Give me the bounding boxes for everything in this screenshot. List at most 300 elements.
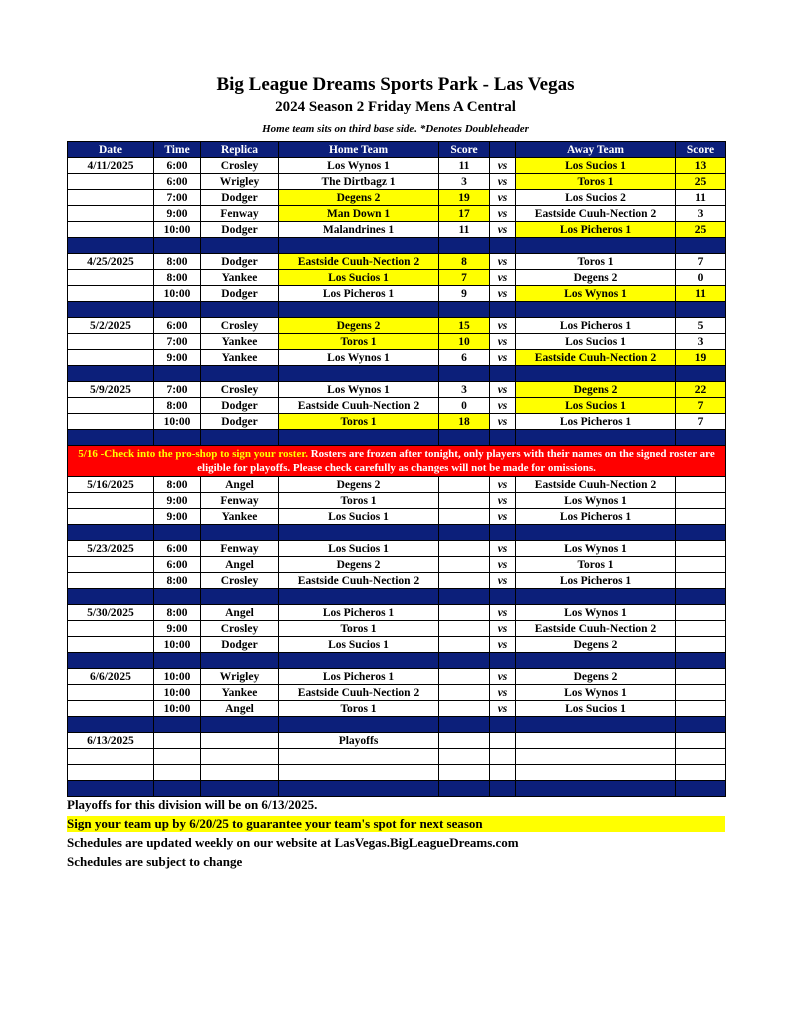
date-cell bbox=[68, 685, 154, 701]
separator-cell bbox=[490, 430, 516, 446]
away-team-cell: Los Picheros 1 bbox=[516, 414, 676, 430]
vs-cell: vs bbox=[490, 605, 516, 621]
schedule-body bbox=[68, 158, 726, 797]
table-row bbox=[68, 222, 726, 238]
replica-cell: Crosley bbox=[201, 158, 279, 174]
date-cell bbox=[68, 637, 154, 653]
table-row bbox=[68, 733, 726, 749]
separator-cell bbox=[439, 430, 490, 446]
date-cell bbox=[68, 222, 154, 238]
table-row bbox=[68, 669, 726, 685]
replica-cell: Wrigley bbox=[201, 174, 279, 190]
away-score-cell: 25 bbox=[676, 174, 726, 190]
time-cell: 7:00 bbox=[154, 190, 201, 206]
time-cell: 9:00 bbox=[154, 621, 201, 637]
vs-cell: vs bbox=[490, 190, 516, 206]
separator-cell bbox=[154, 781, 201, 797]
separator-cell bbox=[439, 302, 490, 318]
separator-cell bbox=[439, 366, 490, 382]
away-score-cell: 22 bbox=[676, 382, 726, 398]
away-score-cell bbox=[676, 477, 726, 493]
away-team-cell: Los Wynos 1 bbox=[516, 541, 676, 557]
away-team-cell: Los Sucios 2 bbox=[516, 190, 676, 206]
date-cell: 5/23/2025 bbox=[68, 541, 154, 557]
separator-cell bbox=[439, 653, 490, 669]
replica-cell: Wrigley bbox=[201, 669, 279, 685]
separator-cell bbox=[68, 717, 154, 733]
date-cell bbox=[68, 206, 154, 222]
footer-website-note: Schedules are updated weekly on our website at LasVegas.BigLeagueDreams.com bbox=[67, 835, 519, 850]
home-score-cell bbox=[439, 637, 490, 653]
time-cell: 10:00 bbox=[154, 685, 201, 701]
away-score-cell: 7 bbox=[676, 254, 726, 270]
table-row bbox=[68, 382, 726, 398]
table-row bbox=[68, 621, 726, 637]
home-score-cell bbox=[439, 477, 490, 493]
time-cell: 10:00 bbox=[154, 669, 201, 685]
time-cell: 8:00 bbox=[154, 398, 201, 414]
home-score-cell bbox=[439, 765, 490, 781]
home-score-cell: 11 bbox=[439, 222, 490, 238]
vs-cell: vs bbox=[490, 493, 516, 509]
date-cell: 5/30/2025 bbox=[68, 605, 154, 621]
time-cell: 7:00 bbox=[154, 382, 201, 398]
col-header-away-team: Away Team bbox=[516, 142, 676, 158]
home-team-cell bbox=[279, 765, 439, 781]
separator-cell bbox=[676, 589, 726, 605]
home-team-cell: Los Picheros 1 bbox=[279, 286, 439, 302]
date-cell bbox=[68, 414, 154, 430]
table-row bbox=[68, 190, 726, 206]
time-cell: 6:00 bbox=[154, 158, 201, 174]
vs-cell: vs bbox=[490, 286, 516, 302]
home-score-cell bbox=[439, 573, 490, 589]
home-team-cell: Los Sucios 1 bbox=[279, 270, 439, 286]
away-score-cell bbox=[676, 509, 726, 525]
time-cell: 6:00 bbox=[154, 557, 201, 573]
date-cell bbox=[68, 621, 154, 637]
table-row bbox=[68, 350, 726, 366]
time-cell: 10:00 bbox=[154, 286, 201, 302]
home-score-cell: 8 bbox=[439, 254, 490, 270]
vs-cell: vs bbox=[490, 382, 516, 398]
replica-cell: Dodger bbox=[201, 222, 279, 238]
away-team-cell: Los Sucios 1 bbox=[516, 334, 676, 350]
home-score-cell: 18 bbox=[439, 414, 490, 430]
date-cell: 4/11/2025 bbox=[68, 158, 154, 174]
vs-cell: vs bbox=[490, 557, 516, 573]
home-score-cell bbox=[439, 669, 490, 685]
separator-cell bbox=[439, 589, 490, 605]
home-team-cell: Toros 1 bbox=[279, 334, 439, 350]
separator-cell bbox=[439, 525, 490, 541]
table-row bbox=[68, 254, 726, 270]
replica-cell: Angel bbox=[201, 605, 279, 621]
separator-cell bbox=[68, 653, 154, 669]
replica-cell: Crosley bbox=[201, 382, 279, 398]
table-row bbox=[68, 557, 726, 573]
separator-cell bbox=[154, 302, 201, 318]
separator-cell bbox=[439, 781, 490, 797]
table-row bbox=[68, 206, 726, 222]
home-score-cell: 17 bbox=[439, 206, 490, 222]
week-separator bbox=[68, 302, 726, 318]
home-score-cell: 10 bbox=[439, 334, 490, 350]
home-score-cell: 3 bbox=[439, 382, 490, 398]
away-score-cell: 7 bbox=[676, 414, 726, 430]
separator-cell bbox=[279, 525, 439, 541]
time-cell bbox=[154, 765, 201, 781]
away-score-cell bbox=[676, 637, 726, 653]
separator-cell bbox=[201, 302, 279, 318]
separator-cell bbox=[676, 430, 726, 446]
home-team-cell: Los Picheros 1 bbox=[279, 669, 439, 685]
home-score-cell: 3 bbox=[439, 174, 490, 190]
vs-cell: vs bbox=[490, 174, 516, 190]
replica-cell: Dodger bbox=[201, 414, 279, 430]
away-score-cell bbox=[676, 733, 726, 749]
away-score-cell: 7 bbox=[676, 398, 726, 414]
separator-cell bbox=[68, 366, 154, 382]
separator-cell bbox=[279, 589, 439, 605]
separator-cell bbox=[490, 525, 516, 541]
time-cell: 9:00 bbox=[154, 493, 201, 509]
away-score-cell: 5 bbox=[676, 318, 726, 334]
vs-cell: vs bbox=[490, 573, 516, 589]
separator-cell bbox=[68, 238, 154, 254]
away-team-cell: Degens 2 bbox=[516, 637, 676, 653]
vs-cell: vs bbox=[490, 270, 516, 286]
vs-cell: vs bbox=[490, 621, 516, 637]
home-team-cell: Degens 2 bbox=[279, 557, 439, 573]
date-cell: 5/16/2025 bbox=[68, 477, 154, 493]
schedule-table bbox=[67, 141, 726, 797]
replica-cell: Dodger bbox=[201, 254, 279, 270]
separator-cell bbox=[279, 430, 439, 446]
replica-cell bbox=[201, 749, 279, 765]
time-cell: 10:00 bbox=[154, 637, 201, 653]
home-team-cell: Degens 2 bbox=[279, 318, 439, 334]
home-score-cell bbox=[439, 749, 490, 765]
footer-signup-note: Sign your team up by 6/20/25 to guarantee your team's spot for next season bbox=[67, 816, 725, 832]
separator-cell bbox=[154, 525, 201, 541]
col-header-vs bbox=[490, 142, 516, 158]
table-row bbox=[68, 477, 726, 493]
away-score-cell bbox=[676, 765, 726, 781]
roster-notice bbox=[68, 446, 726, 477]
separator-cell bbox=[439, 238, 490, 254]
home-team-cell: Toros 1 bbox=[279, 701, 439, 717]
home-team-cell: Playoffs bbox=[279, 733, 439, 749]
date-cell bbox=[68, 270, 154, 286]
separator-cell bbox=[154, 430, 201, 446]
home-team-cell: Los Sucios 1 bbox=[279, 509, 439, 525]
home-team-cell: Malandrines 1 bbox=[279, 222, 439, 238]
home-score-cell: 11 bbox=[439, 158, 490, 174]
separator-cell bbox=[490, 717, 516, 733]
separator-cell bbox=[490, 366, 516, 382]
vs-cell bbox=[490, 749, 516, 765]
home-team-cell: Eastside Cuuh-Nection 2 bbox=[279, 398, 439, 414]
away-team-cell: Los Picheros 1 bbox=[516, 222, 676, 238]
away-team-cell: Los Picheros 1 bbox=[516, 573, 676, 589]
col-header-date: Date bbox=[68, 142, 154, 158]
vs-cell: vs bbox=[490, 222, 516, 238]
col-header-home-score: Score bbox=[439, 142, 490, 158]
roster-notice-row bbox=[68, 446, 726, 477]
separator-cell bbox=[279, 781, 439, 797]
time-cell: 10:00 bbox=[154, 222, 201, 238]
week-separator bbox=[68, 525, 726, 541]
time-cell: 6:00 bbox=[154, 174, 201, 190]
date-cell bbox=[68, 749, 154, 765]
col-header-time: Time bbox=[154, 142, 201, 158]
away-team-cell: Los Wynos 1 bbox=[516, 685, 676, 701]
table-row bbox=[68, 334, 726, 350]
home-score-cell: 6 bbox=[439, 350, 490, 366]
date-cell: 5/9/2025 bbox=[68, 382, 154, 398]
separator-cell bbox=[676, 525, 726, 541]
separator-cell bbox=[279, 302, 439, 318]
home-team-cell: Eastside Cuuh-Nection 2 bbox=[279, 254, 439, 270]
table-row bbox=[68, 398, 726, 414]
week-separator bbox=[68, 366, 726, 382]
table-row bbox=[68, 414, 726, 430]
replica-cell: Dodger bbox=[201, 286, 279, 302]
away-score-cell bbox=[676, 701, 726, 717]
table-row bbox=[68, 509, 726, 525]
table-row bbox=[68, 573, 726, 589]
away-team-cell bbox=[516, 765, 676, 781]
away-team-cell: Los Wynos 1 bbox=[516, 286, 676, 302]
away-score-cell: 3 bbox=[676, 206, 726, 222]
time-cell: 10:00 bbox=[154, 701, 201, 717]
home-team-cell: Man Down 1 bbox=[279, 206, 439, 222]
separator-cell bbox=[516, 717, 676, 733]
col-header-replica: Replica bbox=[201, 142, 279, 158]
separator-cell bbox=[201, 781, 279, 797]
replica-cell: Yankee bbox=[201, 350, 279, 366]
replica-cell: Fenway bbox=[201, 206, 279, 222]
week-separator bbox=[68, 589, 726, 605]
separator-cell bbox=[154, 653, 201, 669]
separator-cell bbox=[516, 302, 676, 318]
replica-cell: Fenway bbox=[201, 541, 279, 557]
away-score-cell: 0 bbox=[676, 270, 726, 286]
away-score-cell bbox=[676, 685, 726, 701]
away-team-cell: Los Picheros 1 bbox=[516, 509, 676, 525]
separator-cell bbox=[201, 653, 279, 669]
home-score-cell bbox=[439, 541, 490, 557]
replica-cell: Crosley bbox=[201, 573, 279, 589]
time-cell: 10:00 bbox=[154, 414, 201, 430]
roster-notice-text: Rosters are frozen after tonight, only players with their names on the signed roster are eligible for playoffs. Please check carefully as changes will not be made for omissions. bbox=[197, 448, 715, 474]
separator-cell bbox=[68, 302, 154, 318]
schedule-note: Home team sits on third base side. *Denotes Doubleheader bbox=[262, 123, 529, 135]
vs-cell: vs bbox=[490, 477, 516, 493]
replica-cell: Dodger bbox=[201, 190, 279, 206]
separator-cell bbox=[676, 238, 726, 254]
vs-cell: vs bbox=[490, 334, 516, 350]
away-score-cell: 11 bbox=[676, 286, 726, 302]
home-team-cell: Los Picheros 1 bbox=[279, 605, 439, 621]
table-row bbox=[68, 685, 726, 701]
separator-cell bbox=[516, 781, 676, 797]
home-score-cell bbox=[439, 621, 490, 637]
replica-cell bbox=[201, 765, 279, 781]
separator-cell bbox=[490, 653, 516, 669]
replica-cell: Crosley bbox=[201, 318, 279, 334]
table-row bbox=[68, 541, 726, 557]
replica-cell: Angel bbox=[201, 701, 279, 717]
table-row bbox=[68, 270, 726, 286]
date-cell bbox=[68, 334, 154, 350]
table-row bbox=[68, 701, 726, 717]
away-team-cell: Los Picheros 1 bbox=[516, 318, 676, 334]
week-separator bbox=[68, 781, 726, 797]
separator-cell bbox=[516, 238, 676, 254]
away-score-cell: 25 bbox=[676, 222, 726, 238]
vs-cell: vs bbox=[490, 414, 516, 430]
separator-cell bbox=[676, 366, 726, 382]
away-team-cell: Los Sucios 1 bbox=[516, 158, 676, 174]
home-score-cell bbox=[439, 493, 490, 509]
time-cell bbox=[154, 749, 201, 765]
date-cell bbox=[68, 190, 154, 206]
date-cell: 5/2/2025 bbox=[68, 318, 154, 334]
home-score-cell: 9 bbox=[439, 286, 490, 302]
home-team-cell: Degens 2 bbox=[279, 190, 439, 206]
away-team-cell: Eastside Cuuh-Nection 2 bbox=[516, 621, 676, 637]
table-row bbox=[68, 286, 726, 302]
separator-cell bbox=[676, 717, 726, 733]
home-team-cell: Los Sucios 1 bbox=[279, 637, 439, 653]
time-cell: 8:00 bbox=[154, 254, 201, 270]
vs-cell: vs bbox=[490, 158, 516, 174]
home-score-cell bbox=[439, 605, 490, 621]
separator-cell bbox=[490, 589, 516, 605]
vs-cell: vs bbox=[490, 398, 516, 414]
separator-cell bbox=[279, 238, 439, 254]
time-cell: 6:00 bbox=[154, 318, 201, 334]
vs-cell: vs bbox=[490, 669, 516, 685]
replica-cell bbox=[201, 733, 279, 749]
date-cell bbox=[68, 509, 154, 525]
time-cell: 9:00 bbox=[154, 509, 201, 525]
away-score-cell bbox=[676, 605, 726, 621]
home-score-cell bbox=[439, 509, 490, 525]
away-score-cell bbox=[676, 573, 726, 589]
home-team-cell: Los Sucios 1 bbox=[279, 541, 439, 557]
date-cell bbox=[68, 398, 154, 414]
home-team-cell: Toros 1 bbox=[279, 414, 439, 430]
col-header-away-score: Score bbox=[676, 142, 726, 158]
table-row bbox=[68, 493, 726, 509]
vs-cell: vs bbox=[490, 685, 516, 701]
separator-cell bbox=[516, 525, 676, 541]
separator-cell bbox=[490, 781, 516, 797]
separator-cell bbox=[490, 302, 516, 318]
vs-cell: vs bbox=[490, 637, 516, 653]
home-score-cell: 19 bbox=[439, 190, 490, 206]
separator-cell bbox=[154, 366, 201, 382]
vs-cell: vs bbox=[490, 509, 516, 525]
date-cell bbox=[68, 286, 154, 302]
away-score-cell bbox=[676, 749, 726, 765]
separator-cell bbox=[676, 302, 726, 318]
vs-cell bbox=[490, 765, 516, 781]
time-cell: 8:00 bbox=[154, 573, 201, 589]
table-header-row bbox=[68, 142, 726, 158]
separator-cell bbox=[201, 589, 279, 605]
date-cell bbox=[68, 765, 154, 781]
away-score-cell bbox=[676, 493, 726, 509]
replica-cell: Yankee bbox=[201, 685, 279, 701]
away-team-cell: Toros 1 bbox=[516, 557, 676, 573]
date-cell bbox=[68, 573, 154, 589]
date-cell: 6/13/2025 bbox=[68, 733, 154, 749]
time-cell bbox=[154, 733, 201, 749]
time-cell: 9:00 bbox=[154, 350, 201, 366]
away-team-cell: Degens 2 bbox=[516, 669, 676, 685]
replica-cell: Angel bbox=[201, 477, 279, 493]
home-team-cell: Toros 1 bbox=[279, 621, 439, 637]
table-row bbox=[68, 605, 726, 621]
time-cell: 8:00 bbox=[154, 270, 201, 286]
away-score-cell bbox=[676, 541, 726, 557]
table-row bbox=[68, 158, 726, 174]
separator-cell bbox=[676, 653, 726, 669]
vs-cell: vs bbox=[490, 206, 516, 222]
date-cell: 6/6/2025 bbox=[68, 669, 154, 685]
vs-cell: vs bbox=[490, 541, 516, 557]
separator-cell bbox=[516, 589, 676, 605]
replica-cell: Dodger bbox=[201, 398, 279, 414]
date-cell bbox=[68, 493, 154, 509]
home-score-cell bbox=[439, 557, 490, 573]
home-score-cell: 7 bbox=[439, 270, 490, 286]
footer-playoffs-note: Playoffs for this division will be on 6/13/2025. bbox=[67, 797, 318, 812]
footer-change-note: Schedules are subject to change bbox=[67, 854, 243, 869]
home-score-cell bbox=[439, 685, 490, 701]
week-separator bbox=[68, 238, 726, 254]
replica-cell: Angel bbox=[201, 557, 279, 573]
date-cell bbox=[68, 701, 154, 717]
time-cell: 8:00 bbox=[154, 477, 201, 493]
vs-cell: vs bbox=[490, 350, 516, 366]
replica-cell: Crosley bbox=[201, 621, 279, 637]
table-row bbox=[68, 318, 726, 334]
time-cell: 6:00 bbox=[154, 541, 201, 557]
separator-cell bbox=[279, 366, 439, 382]
home-score-cell bbox=[439, 701, 490, 717]
away-team-cell: Degens 2 bbox=[516, 382, 676, 398]
time-cell: 9:00 bbox=[154, 206, 201, 222]
away-team-cell: Los Wynos 1 bbox=[516, 493, 676, 509]
separator-cell bbox=[516, 430, 676, 446]
separator-cell bbox=[279, 717, 439, 733]
away-team-cell: Toros 1 bbox=[516, 254, 676, 270]
col-header-home-team: Home Team bbox=[279, 142, 439, 158]
separator-cell bbox=[516, 653, 676, 669]
away-score-cell bbox=[676, 621, 726, 637]
date-cell bbox=[68, 350, 154, 366]
away-team-cell bbox=[516, 749, 676, 765]
vs-cell: vs bbox=[490, 701, 516, 717]
separator-cell bbox=[201, 525, 279, 541]
table-row bbox=[68, 749, 726, 765]
vs-cell: vs bbox=[490, 318, 516, 334]
